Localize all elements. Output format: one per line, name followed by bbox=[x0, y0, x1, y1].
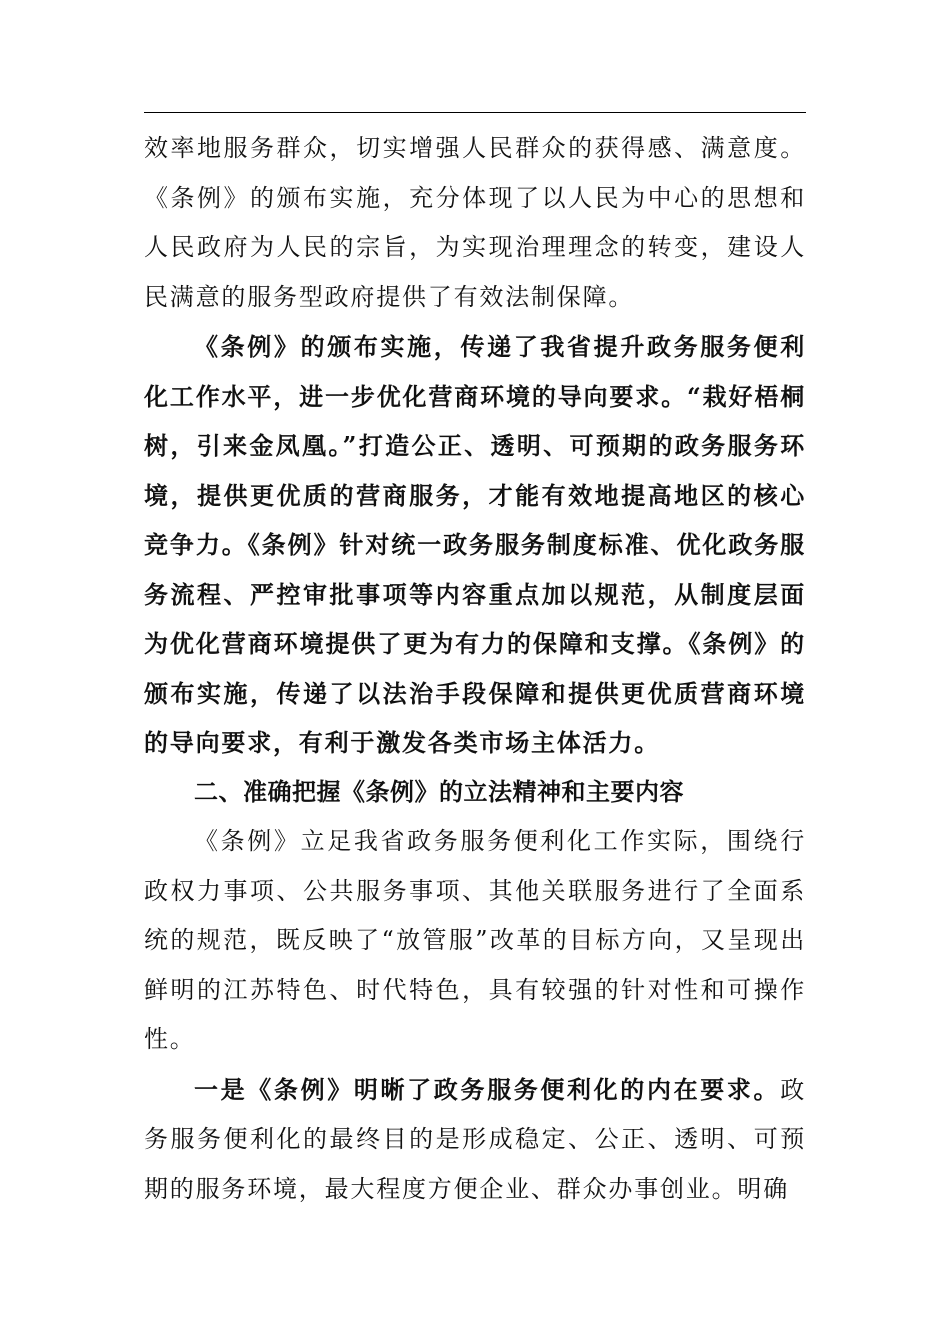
section-heading-2: 二、准确把握《条例》的立法精神和主要内容 bbox=[194, 777, 684, 806]
paragraph-4-text: 政务服务便利化的最终目的是形成稳定、公正、透明、可预期的服务环境，最大程度方便企业、群众办事创业。明确 bbox=[144, 1075, 806, 1203]
paragraph-2 bbox=[144, 322, 806, 768]
paragraph-1: 效率地服务群众，切实增强人民群众的获得感、满意度。《条例》的颁布实施，充分体现了以人民为中心的思想和人民政府为人民的宗旨，为实现治理理念的转变，建设人民满意的服务型政府提供了有效法制保障。 bbox=[144, 134, 806, 311]
paragraph-4 bbox=[144, 1065, 806, 1215]
header-rule bbox=[144, 112, 806, 113]
paragraph-4-lead: 一是《条例》明晰了政务服务便利化的内在要求。 bbox=[194, 1074, 781, 1104]
paragraph-2-text: 《条例》的颁布实施，传递了我省提升政务服务便利化工作水平，进一步优化营商环境的导向要求。“栽好梧桐树，引来金凤凰。”打造公正、透明、可预期的政务服务环境，提供更优质的营商服务，才能有效地提高地区的核心竞争力。《条例》针对统一政务服务制度标准、优化政务服务流程、严控审批事项等内容重点加以规范，从制度层面为优化营商环境提供了更为有力的保障和支撑。《条例》的颁布实施，传递了以法治手段保障和提供更优质营商环境的导向要求，有利于激发各类市场主体活力。 bbox=[144, 332, 806, 757]
document-body bbox=[144, 124, 806, 1214]
paragraph-3: 《条例》立足我省政务服务便利化工作实际，围绕行政权力事项、公共服务事项、其他关联服务进行了全面系统的规范，既反映了“放管服”改革的目标方向，又呈现出鲜明的江苏特色、时代特色，具有较强的针对性和可操作性。 bbox=[144, 827, 806, 1053]
